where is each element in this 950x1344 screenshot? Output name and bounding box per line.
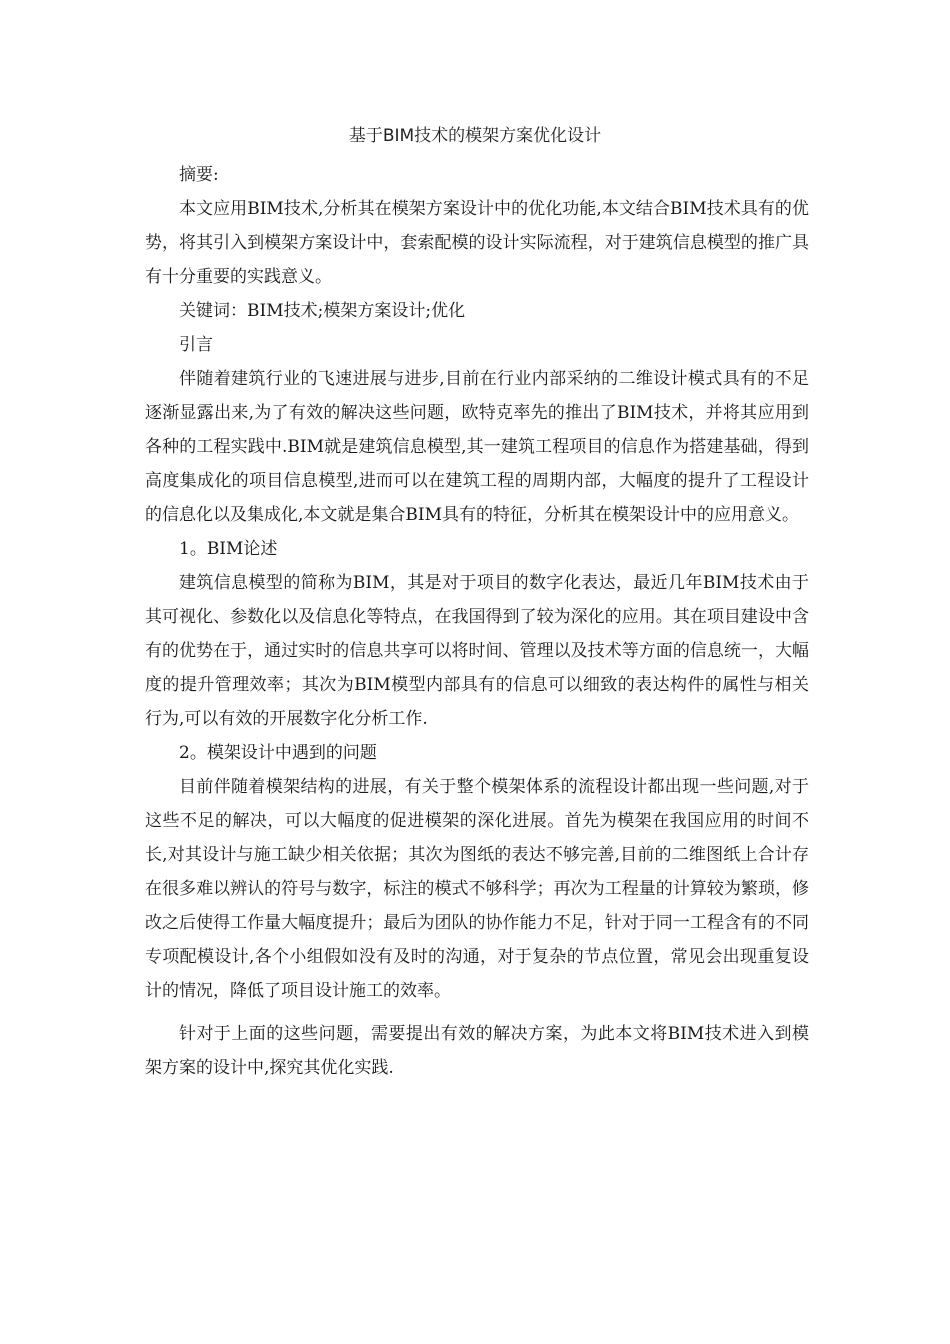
- abstract-heading: 摘要:: [179, 165, 219, 185]
- introduction-paragraph: 伴随着建筑行业的飞速进展与进步,目前在行业内部采纳的二维设计模式具有的不足逐渐显露出来,为了有效的解决这些问题，欧特克率先的推出了BIM技术，并将其应用到各种的工程实践中.BIM就是建筑信息模型,其一建筑工程项目的信息作为搭建基础，得到高度集成化的项目信息模型,进而可以在建筑工程的周期内部，大幅度的提升了工程设计的信息化以及集成化,本文就是集合BIM具有的特征，分析其在模架设计中的应用意义。: [145, 369, 809, 525]
- section-2-heading: 2。模架设计中遇到的问题: [179, 743, 377, 763]
- abstract-paragraph: 本文应用BIM技术,分析其在模架方案设计中的优化功能,本文结合BIM技术具有的优势，将其引入到模架方案设计中，套索配模的设计实际流程，对于建筑信息模型的推广具有十分重要的实践意义。: [145, 199, 809, 287]
- document-title: 基于BIM技术的模架方案优化设计: [348, 126, 602, 146]
- document-body: [145, 158, 809, 1085]
- keywords-line: 关键词：BIM技术;模架方案设计;优化: [179, 301, 466, 321]
- section-1-heading: 1。BIM论述: [179, 539, 278, 559]
- section-1-paragraph: 建筑信息模型的简称为BIM，其是对于项目的数字化表达，最近几年BIM技术由于其可视化、参数化以及信息化等特点，在我国得到了较为深化的应用。其在项目建设中含有的优势在于，通过实时的信息共享可以将时间、管理以及技术等方面的信息统一，大幅度的提升管理效率；其次为BIM模型内部具有的信息可以细致的表达构件的属性与相关行为,可以有效的开展数字化分析工作.: [145, 573, 809, 729]
- introduction-heading: 引言: [179, 335, 213, 355]
- solution-paragraph: 针对于上面的这些问题，需要提出有效的解决方案，为此本文将BIM技术进入到模架方案的设计中,探究其优化实践.: [145, 1024, 809, 1078]
- section-2-paragraph: 目前伴随着模架结构的进展，有关于整个模架体系的流程设计都出现一些问题,对于这些不足的解决，可以大幅度的促进模架的深化进展。首先为模架在我国应用的时间不长,对其设计与施工缺少相关依据；其次为图纸的表达不够完善,目前的二维图纸上合计存在很多难以辨认的符号与数字，标注的模式不够科学；再次为工程量的计算较为繁琐，修改之后使得工作量大幅度提升；最后为团队的协作能力不足，针对于同一工程含有的不同专项配模设计,各个小组假如没有及时的沟通，对于复杂的节点位置，常见会出现重复设计的情况，降低了项目设计施工的效率。: [145, 777, 809, 1001]
